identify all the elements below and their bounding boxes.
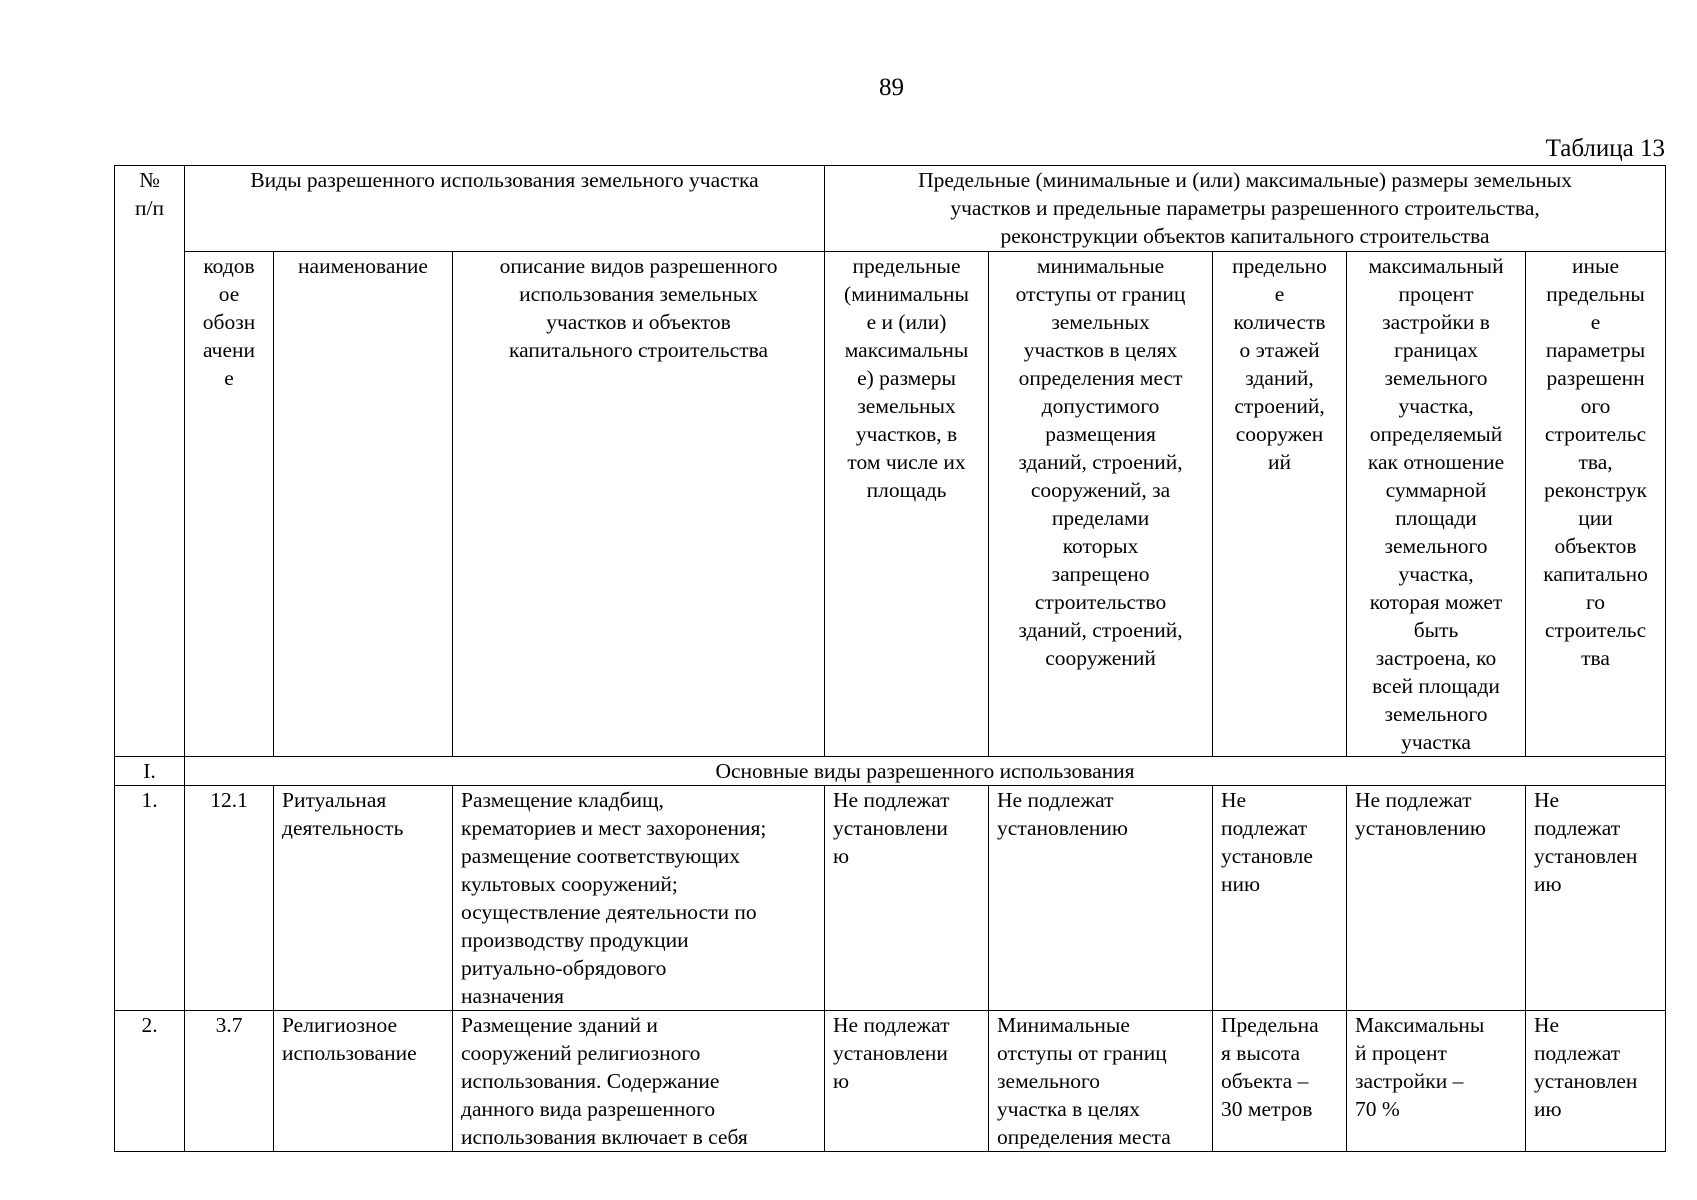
row-other: Не подлежат установлен ию [1534,1013,1638,1121]
row-setbacks: Не подлежат установлению [997,788,1128,840]
row-size-cell [825,786,989,1011]
row-name: Религиозное использование [282,1013,417,1065]
header-code: кодов ое обозн ачени е [202,254,256,390]
header-other: иные предельны е параметры разрешенн ого строительс тва, реконструк ции объектов капитально го строительс тва [1543,254,1648,670]
header-row-columns [115,252,1666,757]
header-coverage-cell [1347,252,1526,757]
row-num: 1. [115,786,185,1011]
row-num: 2. [115,1011,185,1152]
row-coverage-cell [1347,1011,1526,1152]
row-other: Не подлежат установлен ию [1534,788,1638,896]
row-name-cell [274,786,453,1011]
header-coverage: максимальный процент застройки в границах земельного участка, определяемый как отношение суммарной площади земельного участка, которая может быть застроена, ко всей площади земельного участка [1367,254,1505,754]
table-caption: Таблица 13 [1545,135,1665,162]
table-row [115,786,1666,1011]
section-num: I. [115,757,185,786]
header-other-cell [1526,252,1666,757]
row-other-cell [1526,786,1666,1011]
row-description: Размещение кладбищ, крематориев и мест захоронения; размещение соответствующих культовых сооружений; осуществление деятельности по производству продукции ритуально-обрядового назначения [461,788,767,1008]
row-coverage-cell [1347,786,1526,1011]
header-row-group [115,166,1666,252]
header-group-right: Предельные (минимальные и (или) максимальные) размеры земельных участков и предельные параметры разрешенного строительства, реконструкции объектов капитального строительства [918,168,1573,248]
row-coverage: Максимальны й процент застройки – 70 % [1355,1013,1485,1121]
row-floors: Предельна я высота объекта – 30 метров [1221,1013,1319,1121]
header-setbacks: минимальные отступы от границ земельных участков в целях определения мест допустимого размещения зданий, строений, сооружений, за пределами которых запрещено строительство зданий, строений, сооружений [1015,254,1186,670]
section-row [115,757,1666,786]
row-setbacks-cell [989,1011,1213,1152]
row-description-cell [453,786,825,1011]
row-size: Не подлежат установлени ю [833,788,950,868]
header-num-cell [115,166,185,757]
header-group-right-cell [825,166,1666,252]
header-setbacks-cell [989,252,1213,757]
land-use-table [114,165,1666,1152]
header-group-left-cell [185,166,825,252]
row-description: Размещение зданий и сооружений религиозного использования. Содержание данного вида разрешенного использования включает в себя [461,1013,748,1149]
row-code: 12.1 [185,786,274,1011]
row-floors-cell [1213,1011,1347,1152]
row-code: 3.7 [185,1011,274,1152]
header-group-left: Виды разрешенного использования земельного участка [250,168,759,192]
header-description-cell [453,252,825,757]
row-coverage: Не подлежат установлению [1355,788,1486,840]
row-description-cell [453,1011,825,1152]
page-number: 89 [879,74,904,101]
row-name-cell [274,1011,453,1152]
header-name-cell [274,252,453,757]
table-row [115,1011,1666,1152]
header-name: наименование [298,254,428,278]
header-floors-cell [1213,252,1347,757]
row-setbacks-cell [989,786,1213,1011]
header-floors: предельно е количеств о этажей зданий, строений, сооружен ий [1232,254,1327,474]
row-name: Ритуальная деятельность [282,788,404,840]
header-code-cell [185,252,274,757]
header-size-cell [825,252,989,757]
row-size: Не подлежат установлени ю [833,1013,950,1093]
row-floors-cell [1213,786,1347,1011]
header-num: № п/п [135,168,164,220]
section-title: Основные виды разрешенного использования [185,757,1666,786]
row-size-cell [825,1011,989,1152]
row-setbacks: Минимальные отступы от границ земельного участка в целях определения места [997,1013,1171,1149]
row-floors: Не подлежат установле нию [1221,788,1313,896]
row-other-cell [1526,1011,1666,1152]
header-description: описание видов разрешенного использования земельных участков и объектов капитального строительства [499,254,778,362]
header-size: предельные (минимальны е и (или) максимальны е) размеры земельных участков, в том числе их площадь [844,254,970,502]
